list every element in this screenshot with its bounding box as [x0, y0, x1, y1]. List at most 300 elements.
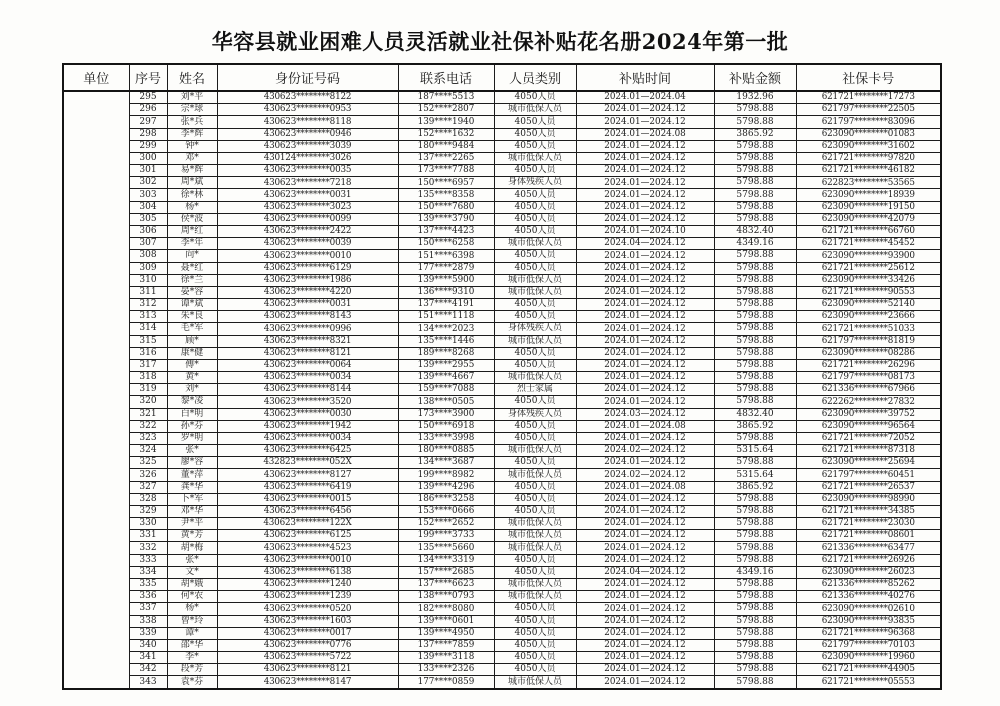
cell-name: 易*辉 — [167, 165, 217, 177]
cell-card-number: 623090********19150 — [796, 201, 941, 213]
column-header-period: 补贴时间 — [576, 64, 714, 91]
cell-id-number: 430623********8144 — [217, 384, 398, 396]
cell-period: 2024.01—2024.12 — [576, 189, 714, 201]
table-row — [63, 664, 941, 676]
cell-serial: 339 — [129, 627, 167, 639]
cell-serial: 319 — [129, 384, 167, 396]
cell-phone: 180****0885 — [398, 445, 494, 457]
cell-period: 2024.01—2024.12 — [576, 518, 714, 530]
cell-name: 张* — [167, 445, 217, 457]
cell-amount: 5798.88 — [714, 213, 796, 225]
cell-serial: 323 — [129, 432, 167, 444]
column-header-category: 人员类别 — [494, 64, 576, 91]
cell-id-number: 430623********0010 — [217, 250, 398, 262]
cell-card-number: 623090********08286 — [796, 347, 941, 359]
cell-category: 身体残疾人员 — [494, 177, 576, 189]
cell-period: 2024.01—2024.12 — [576, 152, 714, 164]
cell-id-number: 430623********0520 — [217, 603, 398, 615]
cell-category: 4050人员 — [494, 493, 576, 505]
cell-id-number: 432823********052X — [217, 457, 398, 469]
table-row — [63, 238, 941, 250]
cell-amount: 5798.88 — [714, 359, 796, 371]
cell-period: 2024.04—2024.12 — [576, 566, 714, 578]
cell-name: 邓* — [167, 152, 217, 164]
cell-phone: 133****2326 — [398, 664, 494, 676]
cell-serial: 341 — [129, 652, 167, 664]
cell-card-number: 621336********67966 — [796, 384, 941, 396]
cell-phone: 180****9484 — [398, 140, 494, 152]
cell-name: 傅* — [167, 359, 217, 371]
cell-serial: 311 — [129, 286, 167, 298]
cell-amount: 5798.88 — [714, 639, 796, 651]
cell-serial: 305 — [129, 213, 167, 225]
cell-card-number: 621721********26926 — [796, 554, 941, 566]
cell-card-number: 621797********08173 — [796, 372, 941, 384]
cell-id-number: 430623********6125 — [217, 530, 398, 542]
table-row — [63, 615, 941, 627]
cell-name: 徐*林 — [167, 189, 217, 201]
cell-amount: 5798.88 — [714, 384, 796, 396]
cell-period: 2024.01—2024.12 — [576, 578, 714, 590]
cell-period: 2024.01—2024.10 — [576, 226, 714, 238]
cell-phone: 139****4950 — [398, 627, 494, 639]
cell-category: 城市低保人员 — [494, 530, 576, 542]
cell-amount: 5798.88 — [714, 116, 796, 128]
cell-name: 杨* — [167, 201, 217, 213]
table-row — [63, 335, 941, 347]
cell-serial: 315 — [129, 335, 167, 347]
header-row — [63, 64, 941, 91]
cell-period: 2024.01—2024.12 — [576, 627, 714, 639]
table-row — [63, 104, 941, 116]
cell-name: 徐*兰 — [167, 274, 217, 286]
cell-card-number: 623090********19960 — [796, 652, 941, 664]
cell-period: 2024.01—2024.12 — [576, 664, 714, 676]
column-header-phone: 联系电话 — [398, 64, 494, 91]
cell-name: 李*辉 — [167, 128, 217, 140]
cell-serial: 333 — [129, 554, 167, 566]
cell-card-number: 623090********93900 — [796, 250, 941, 262]
cell-amount: 5798.88 — [714, 664, 796, 676]
cell-category: 4050人员 — [494, 603, 576, 615]
cell-amount: 5798.88 — [714, 177, 796, 189]
cell-id-number: 430623********8121 — [217, 347, 398, 359]
cell-serial: 334 — [129, 566, 167, 578]
cell-serial: 304 — [129, 201, 167, 213]
cell-category: 4050人员 — [494, 347, 576, 359]
cell-phone: 177****0859 — [398, 676, 494, 689]
cell-phone: 134****3687 — [398, 457, 494, 469]
cell-card-number: 623090********93835 — [796, 615, 941, 627]
cell-id-number: 430623********0776 — [217, 639, 398, 651]
cell-phone: 134****2023 — [398, 323, 494, 335]
table-row — [63, 140, 941, 152]
cell-serial: 302 — [129, 177, 167, 189]
cell-id-number: 430623********6456 — [217, 505, 398, 517]
cell-id-number: 430623********122X — [217, 518, 398, 530]
cell-name: 张* — [167, 554, 217, 566]
cell-amount: 5798.88 — [714, 652, 796, 664]
cell-period: 2024.01—2024.12 — [576, 493, 714, 505]
cell-id-number: 430623********7218 — [217, 177, 398, 189]
table-row — [63, 165, 941, 177]
cell-phone: 173****3900 — [398, 408, 494, 420]
cell-amount: 5798.88 — [714, 603, 796, 615]
table-row — [63, 396, 941, 408]
cell-amount: 3865.92 — [714, 128, 796, 140]
cell-id-number: 430623********1240 — [217, 578, 398, 590]
cell-period: 2024.01—2024.04 — [576, 91, 714, 104]
table-row — [63, 432, 941, 444]
cell-serial: 321 — [129, 408, 167, 420]
cell-amount: 5798.88 — [714, 554, 796, 566]
cell-category: 4050人员 — [494, 299, 576, 311]
cell-amount: 5798.88 — [714, 578, 796, 590]
cell-category: 4050人员 — [494, 615, 576, 627]
table-row — [63, 420, 941, 432]
column-header-card-number: 社保卡号 — [796, 64, 941, 91]
cell-id-number: 430623********1239 — [217, 591, 398, 603]
cell-id-number: 430623********6425 — [217, 445, 398, 457]
cell-serial: 330 — [129, 518, 167, 530]
cell-card-number: 621797********70103 — [796, 639, 941, 651]
cell-name: 朱*良 — [167, 311, 217, 323]
cell-name: 谭* — [167, 627, 217, 639]
table-row — [63, 566, 941, 578]
cell-phone: 138****0793 — [398, 591, 494, 603]
cell-category: 城市低保人员 — [494, 542, 576, 554]
cell-period: 2024.01—2024.12 — [576, 323, 714, 335]
cell-category: 4050人员 — [494, 140, 576, 152]
cell-card-number: 623090********25694 — [796, 457, 941, 469]
cell-id-number: 430623********3520 — [217, 396, 398, 408]
cell-category: 城市低保人员 — [494, 335, 576, 347]
cell-period: 2024.01—2024.12 — [576, 432, 714, 444]
table-row — [63, 201, 941, 213]
cell-amount: 5798.88 — [714, 335, 796, 347]
cell-amount: 5798.88 — [714, 189, 796, 201]
table-row — [63, 469, 941, 481]
cell-category: 4050人员 — [494, 652, 576, 664]
cell-category: 4050人员 — [494, 226, 576, 238]
cell-card-number: 621721********45452 — [796, 238, 941, 250]
cell-id-number: 430623********0064 — [217, 359, 398, 371]
cell-phone: 137****7859 — [398, 639, 494, 651]
cell-category: 身体残疾人员 — [494, 323, 576, 335]
cell-phone: 182****8080 — [398, 603, 494, 615]
cell-id-number: 430623********8118 — [217, 116, 398, 128]
cell-serial: 314 — [129, 323, 167, 335]
cell-id-number: 430623********0034 — [217, 372, 398, 384]
cell-card-number: 621721********46182 — [796, 165, 941, 177]
cell-amount: 5798.88 — [714, 615, 796, 627]
cell-period: 2024.01—2024.12 — [576, 299, 714, 311]
cell-name: 宗*球 — [167, 104, 217, 116]
cell-phone: 157****2685 — [398, 566, 494, 578]
cell-period: 2024.01—2024.12 — [576, 396, 714, 408]
cell-serial: 335 — [129, 578, 167, 590]
cell-period: 2024.01—2024.08 — [576, 481, 714, 493]
cell-phone: 135****8358 — [398, 189, 494, 201]
cell-name: 袁*芬 — [167, 676, 217, 689]
cell-serial: 324 — [129, 445, 167, 457]
cell-card-number: 623090********52140 — [796, 299, 941, 311]
cell-category: 4050人员 — [494, 420, 576, 432]
cell-id-number: 430623********1986 — [217, 274, 398, 286]
cell-amount: 5798.88 — [714, 250, 796, 262]
cell-card-number: 621336********63477 — [796, 542, 941, 554]
cell-card-number: 621797********81819 — [796, 335, 941, 347]
cell-card-number: 621721********87318 — [796, 445, 941, 457]
cell-name: 黎*凌 — [167, 396, 217, 408]
cell-period: 2024.01—2024.12 — [576, 639, 714, 651]
cell-card-number: 621721********96368 — [796, 627, 941, 639]
cell-amount: 4349.16 — [714, 566, 796, 578]
cell-period: 2024.01—2024.12 — [576, 250, 714, 262]
table-row — [63, 323, 941, 335]
cell-phone: 137****4191 — [398, 299, 494, 311]
cell-serial: 329 — [129, 505, 167, 517]
cell-amount: 5798.88 — [714, 286, 796, 298]
cell-category: 4050人员 — [494, 566, 576, 578]
cell-id-number: 430623********0099 — [217, 213, 398, 225]
cell-serial: 337 — [129, 603, 167, 615]
column-header-name: 姓名 — [167, 64, 217, 91]
cell-period: 2024.01—2024.08 — [576, 420, 714, 432]
cell-serial: 301 — [129, 165, 167, 177]
cell-period: 2024.01—2024.12 — [576, 116, 714, 128]
cell-period: 2024.01—2024.12 — [576, 603, 714, 615]
cell-amount: 5798.88 — [714, 627, 796, 639]
cell-period: 2024.01—2024.12 — [576, 372, 714, 384]
cell-id-number: 430623********5722 — [217, 652, 398, 664]
cell-phone: 189****8268 — [398, 347, 494, 359]
cell-name: 黄* — [167, 372, 217, 384]
cell-category: 城市低保人员 — [494, 274, 576, 286]
cell-serial: 310 — [129, 274, 167, 286]
cell-period: 2024.01—2024.12 — [576, 359, 714, 371]
cell-name: 周*红 — [167, 226, 217, 238]
cell-name: 胡*娥 — [167, 578, 217, 590]
cell-amount: 5798.88 — [714, 530, 796, 542]
cell-serial: 327 — [129, 481, 167, 493]
page-title: 华容县就业困难人员灵活就业社保补贴花名册2024年第一批 — [211, 29, 789, 54]
table-row — [63, 177, 941, 189]
cell-amount: 3865.92 — [714, 420, 796, 432]
cell-phone: 139****4667 — [398, 372, 494, 384]
cell-name: 张*兵 — [167, 116, 217, 128]
cell-name: 康*健 — [167, 347, 217, 359]
cell-id-number: 430623********6138 — [217, 566, 398, 578]
cell-name: 罗*明 — [167, 432, 217, 444]
cell-phone: 139****4296 — [398, 481, 494, 493]
cell-phone: 139****0601 — [398, 615, 494, 627]
table-body — [63, 91, 941, 689]
cell-card-number: 623090********18939 — [796, 189, 941, 201]
cell-card-number: 623090********01083 — [796, 128, 941, 140]
cell-card-number: 621721********23030 — [796, 518, 941, 530]
table-header — [63, 64, 941, 91]
cell-phone: 150****7680 — [398, 201, 494, 213]
cell-phone: 199****8982 — [398, 469, 494, 481]
table-row — [63, 676, 941, 689]
cell-category: 城市低保人员 — [494, 518, 576, 530]
cell-serial: 312 — [129, 299, 167, 311]
cell-phone: 136****9310 — [398, 286, 494, 298]
cell-card-number: 621721********66760 — [796, 226, 941, 238]
cell-category: 城市低保人员 — [494, 238, 576, 250]
cell-period: 2024.01—2024.12 — [576, 104, 714, 116]
cell-amount: 5798.88 — [714, 505, 796, 517]
cell-amount: 5798.88 — [714, 457, 796, 469]
cell-name: 董*萍 — [167, 469, 217, 481]
table-row — [63, 639, 941, 651]
cell-period: 2024.01—2024.12 — [576, 262, 714, 274]
cell-phone: 159****7088 — [398, 384, 494, 396]
cell-category: 4050人员 — [494, 213, 576, 225]
column-header-unit: 单位 — [63, 64, 129, 91]
cell-id-number: 430623********1942 — [217, 420, 398, 432]
cell-phone: 137****6623 — [398, 578, 494, 590]
cell-amount: 5798.88 — [714, 299, 796, 311]
cell-card-number: 623090********26023 — [796, 566, 941, 578]
cell-name: 何*农 — [167, 591, 217, 603]
cell-serial: 297 — [129, 116, 167, 128]
cell-serial: 336 — [129, 591, 167, 603]
cell-serial: 309 — [129, 262, 167, 274]
table-row — [63, 627, 941, 639]
cell-category: 烈士家属 — [494, 384, 576, 396]
cell-phone: 138****0505 — [398, 396, 494, 408]
cell-phone: 150****6957 — [398, 177, 494, 189]
cell-card-number: 621721********90553 — [796, 286, 941, 298]
cell-amount: 5798.88 — [714, 104, 796, 116]
cell-serial: 318 — [129, 372, 167, 384]
cell-amount: 5798.88 — [714, 311, 796, 323]
cell-serial: 300 — [129, 152, 167, 164]
cell-id-number: 430623********0010 — [217, 554, 398, 566]
cell-card-number: 623090********96564 — [796, 420, 941, 432]
table-row — [63, 250, 941, 262]
cell-card-number: 621336********40276 — [796, 591, 941, 603]
cell-period: 2024.01—2024.12 — [576, 384, 714, 396]
unit-cell — [63, 91, 129, 689]
cell-period: 2024.01—2024.12 — [576, 652, 714, 664]
table-row — [63, 578, 941, 590]
cell-period: 2024.01—2024.12 — [576, 505, 714, 517]
cell-card-number: 621721********72052 — [796, 432, 941, 444]
cell-serial: 322 — [129, 420, 167, 432]
cell-name: 白*明 — [167, 408, 217, 420]
table-row — [63, 226, 941, 238]
cell-category: 4050人员 — [494, 116, 576, 128]
cell-name: 向* — [167, 250, 217, 262]
cell-name: 黄*芳 — [167, 530, 217, 542]
cell-phone: 150****6258 — [398, 238, 494, 250]
cell-id-number: 430623********0946 — [217, 128, 398, 140]
cell-name: 邵*华 — [167, 639, 217, 651]
cell-card-number: 621721********97820 — [796, 152, 941, 164]
table-row — [63, 457, 941, 469]
table-row — [63, 603, 941, 615]
cell-name: 钟* — [167, 140, 217, 152]
cell-period: 2024.01—2024.12 — [576, 615, 714, 627]
cell-id-number: 430623********1603 — [217, 615, 398, 627]
cell-phone: 152****2807 — [398, 104, 494, 116]
cell-name: 刘* — [167, 384, 217, 396]
cell-card-number: 621797********60451 — [796, 469, 941, 481]
cell-phone: 135****5660 — [398, 542, 494, 554]
cell-serial: 308 — [129, 250, 167, 262]
cell-id-number: 430623********0031 — [217, 189, 398, 201]
cell-serial: 295 — [129, 91, 167, 104]
table-row — [63, 299, 941, 311]
cell-serial: 331 — [129, 530, 167, 542]
cell-category: 城市低保人员 — [494, 152, 576, 164]
cell-amount: 5798.88 — [714, 518, 796, 530]
cell-id-number: 430623********0039 — [217, 238, 398, 250]
cell-period: 2024.02—2024.12 — [576, 445, 714, 457]
table-row — [63, 505, 941, 517]
cell-id-number: 430623********0017 — [217, 627, 398, 639]
cell-name: 卜*军 — [167, 493, 217, 505]
cell-period: 2024.01—2024.12 — [576, 311, 714, 323]
cell-card-number: 623090********42079 — [796, 213, 941, 225]
cell-serial: 342 — [129, 664, 167, 676]
cell-id-number: 430623********4220 — [217, 286, 398, 298]
cell-name: 段*芳 — [167, 664, 217, 676]
cell-name: 尹*平 — [167, 518, 217, 530]
cell-category: 城市低保人员 — [494, 676, 576, 689]
cell-phone: 173****7788 — [398, 165, 494, 177]
cell-category: 4050人员 — [494, 664, 576, 676]
cell-category: 4050人员 — [494, 481, 576, 493]
cell-amount: 5798.88 — [714, 591, 796, 603]
cell-category: 4050人员 — [494, 91, 576, 104]
cell-serial: 303 — [129, 189, 167, 201]
cell-period: 2024.01—2024.12 — [576, 213, 714, 225]
cell-period: 2024.01—2024.12 — [576, 542, 714, 554]
table-row — [63, 189, 941, 201]
cell-category: 4050人员 — [494, 505, 576, 517]
cell-id-number: 430623********8127 — [217, 469, 398, 481]
cell-amount: 5798.88 — [714, 432, 796, 444]
table-row — [63, 262, 941, 274]
cell-name: 邓*华 — [167, 505, 217, 517]
cell-id-number: 430623********6419 — [217, 481, 398, 493]
cell-card-number: 621721********17273 — [796, 91, 941, 104]
cell-phone: 177****2879 — [398, 262, 494, 274]
cell-period: 2024.01—2024.12 — [576, 591, 714, 603]
cell-amount: 4832.40 — [714, 408, 796, 420]
column-header-serial: 序号 — [129, 64, 167, 91]
cell-serial: 340 — [129, 639, 167, 651]
cell-id-number: 430623********8121 — [217, 664, 398, 676]
cell-category: 城市低保人员 — [494, 578, 576, 590]
cell-amount: 5798.88 — [714, 372, 796, 384]
cell-amount: 5798.88 — [714, 140, 796, 152]
cell-serial: 332 — [129, 542, 167, 554]
cell-serial: 316 — [129, 347, 167, 359]
cell-serial: 317 — [129, 359, 167, 371]
cell-amount: 5798.88 — [714, 493, 796, 505]
cell-category: 城市低保人员 — [494, 104, 576, 116]
cell-phone: 139****5900 — [398, 274, 494, 286]
table-row — [63, 408, 941, 420]
table-row — [63, 530, 941, 542]
cell-card-number: 621721********51033 — [796, 323, 941, 335]
cell-amount: 5315.64 — [714, 469, 796, 481]
